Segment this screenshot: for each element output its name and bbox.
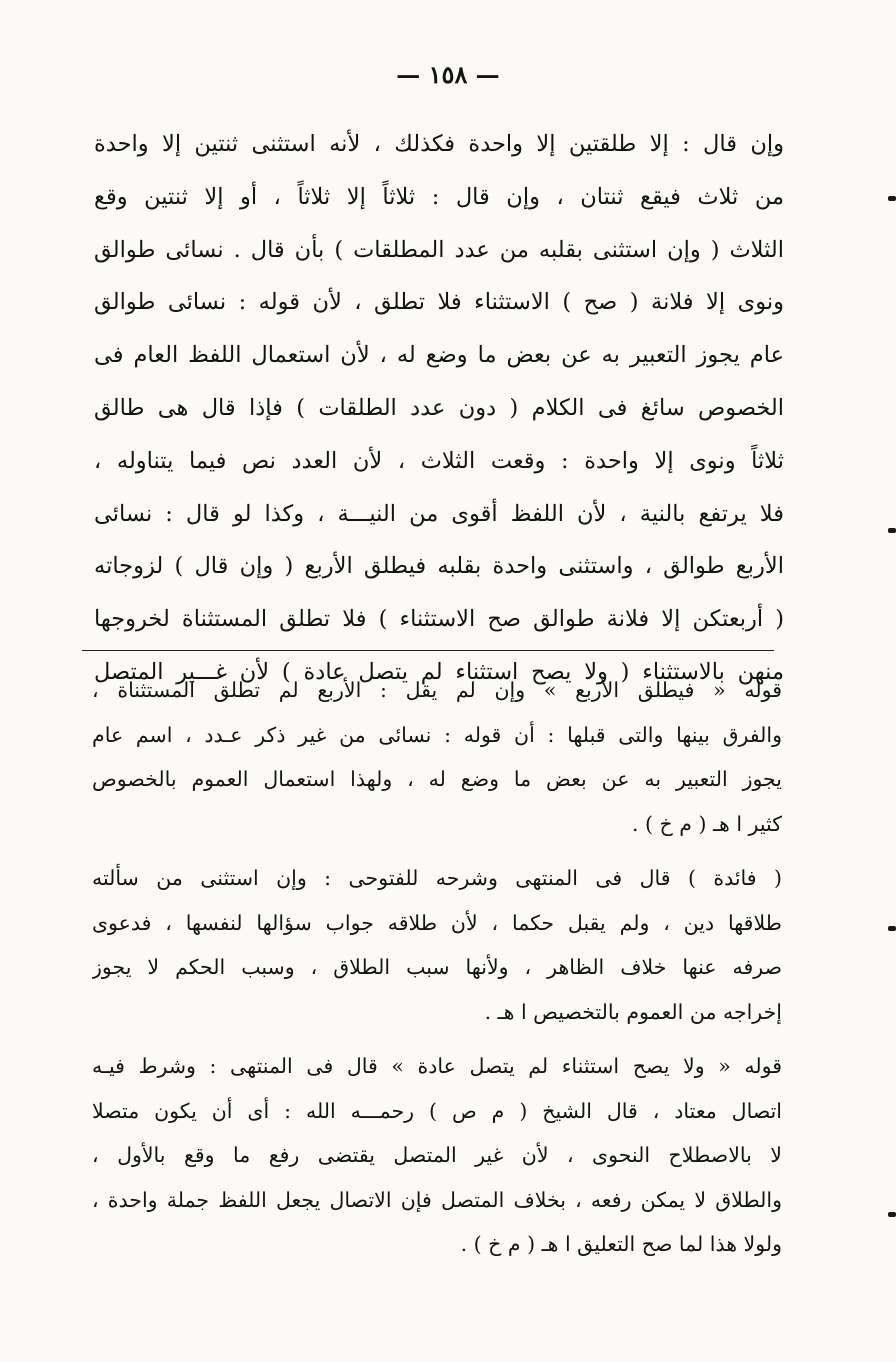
footnote-line: طلاقها دين ، ولم يقبل حكما ، لأن طلاقه جواب سؤالها لنفسها ، فدعوى (92, 910, 782, 935)
footnote-line: اتصال معتاد ، قال الشيخ ( م ص ) رحمـــه الله : أى أن يكون متصلا (92, 1098, 782, 1123)
footnote-line: لا بالاصطلاح النحوى ، لأن غير المتصل يقتضى رفع ما وقع بالأول ، (92, 1143, 782, 1167)
main-text-line: ونوى إلا فلانة ( صح ) الاستثناء فلا تطلق ، لأن قوله : نسائى طوالق (94, 289, 784, 316)
footnote-line: يجوز التعبير به عن بعض ما وضع له ، ولهذا استعمال العموم بالخصوص (92, 767, 782, 791)
main-text-line: وإن قال : إلا طلقتين إلا واحدة فكذلك ، لأنه استثنى ثنتين إلا واحدة (94, 131, 784, 157)
main-text-line: فلا يرتفع بالنية ، لأن اللفظ أقوى من النيـــة ، وكذا لو قال : نسائى (94, 500, 784, 527)
main-text (94, 118, 784, 699)
footnote-paragraph (92, 856, 782, 1034)
scan-edge-mark (888, 528, 896, 533)
page-number: — ١٥٨ — (396, 60, 500, 89)
footnote-separator (82, 650, 774, 651)
main-text-line: من ثلاث فيقع ثنتان ، وإن قال : ثلاثاً إلا ثلاثاً ، أو إلا ثنتين وقع (94, 183, 784, 210)
scan-edge-mark (888, 926, 896, 931)
main-text-line: الأربع طوالق ، واستثنى واحدة بقلبه فيطلق الأربع ( وإن قال ) لزوجاته (94, 553, 784, 580)
footnote-line: والفرق بينها والتى قبلها : أن قوله : نسائى من غير ذكر عـدد ، اسم عام (92, 722, 782, 747)
footnote-paragraph (92, 1044, 782, 1267)
footnote-line: ولولا هذا لما صح التعليق ا هـ ( م خ ) . (460, 1232, 782, 1256)
footnote-line: صرفه عنها خلاف الظاهر ، ولأنها سبب الطلاق ، وسبب الحكم لا يجوز (92, 955, 782, 979)
scan-edge-mark (888, 196, 896, 201)
main-text-line: الخصوص سائغ فى الكلام ( دون عدد الطلقات ) فإذا قال هى طالق (94, 394, 784, 421)
main-text-line: ثلاثاً ونوى إلا واحدة : وقعت الثلاث ، لأن العدد نص فيما يتناوله ، (94, 447, 784, 474)
main-text-line: ( أربعتكن إلا فلانة طوالق صح الاستثناء ) فلا تطلق المستثناة لخروجها (94, 606, 784, 633)
footnote-line: كثير ا هـ ( م خ ) . (631, 811, 782, 836)
footnote-line: إخراجه من العموم بالتخصيص ا هـ . (484, 999, 782, 1024)
main-text-line: الثلاث ( وإن استثنى بقلبه من عدد المطلقات ) بأن قال . نسائى طوالق (94, 236, 784, 263)
footnote-line: قوله « ولا يصح استثناء لم يتصل عادة » قال فى المنتهى : وشرط فيـه (92, 1054, 782, 1078)
scan-edge-mark (888, 1212, 896, 1217)
footnote-line: ( فائدة ) قال فى المنتهى وشرحه للفتوحى : وإن استثنى من سألته (92, 866, 782, 890)
footnote-line: قوله « فيطلق الأربع » وإن لم يقل : الأربع لم تطلق المستثناة ، (92, 678, 782, 702)
footnotes (92, 668, 782, 1267)
main-text-line: منهن بالاستثناء ( ولا يصح استثناء لم يتصل عادة ) لأن غـــير المتصل (94, 658, 784, 685)
main-text-line: عام يجوز التعبير به عن بعض ما وضع له ، لأن استعمال اللفظ العام فى (94, 342, 784, 369)
paragraph-gap (92, 1034, 782, 1044)
footnote-paragraph (92, 668, 782, 846)
paragraph-gap (92, 846, 782, 856)
footnote-line: والطلاق لا يمكن رفعه ، بخلاف المتصل فإن الاتصال يجعل اللفظ جملة واحدة ، (92, 1187, 782, 1212)
